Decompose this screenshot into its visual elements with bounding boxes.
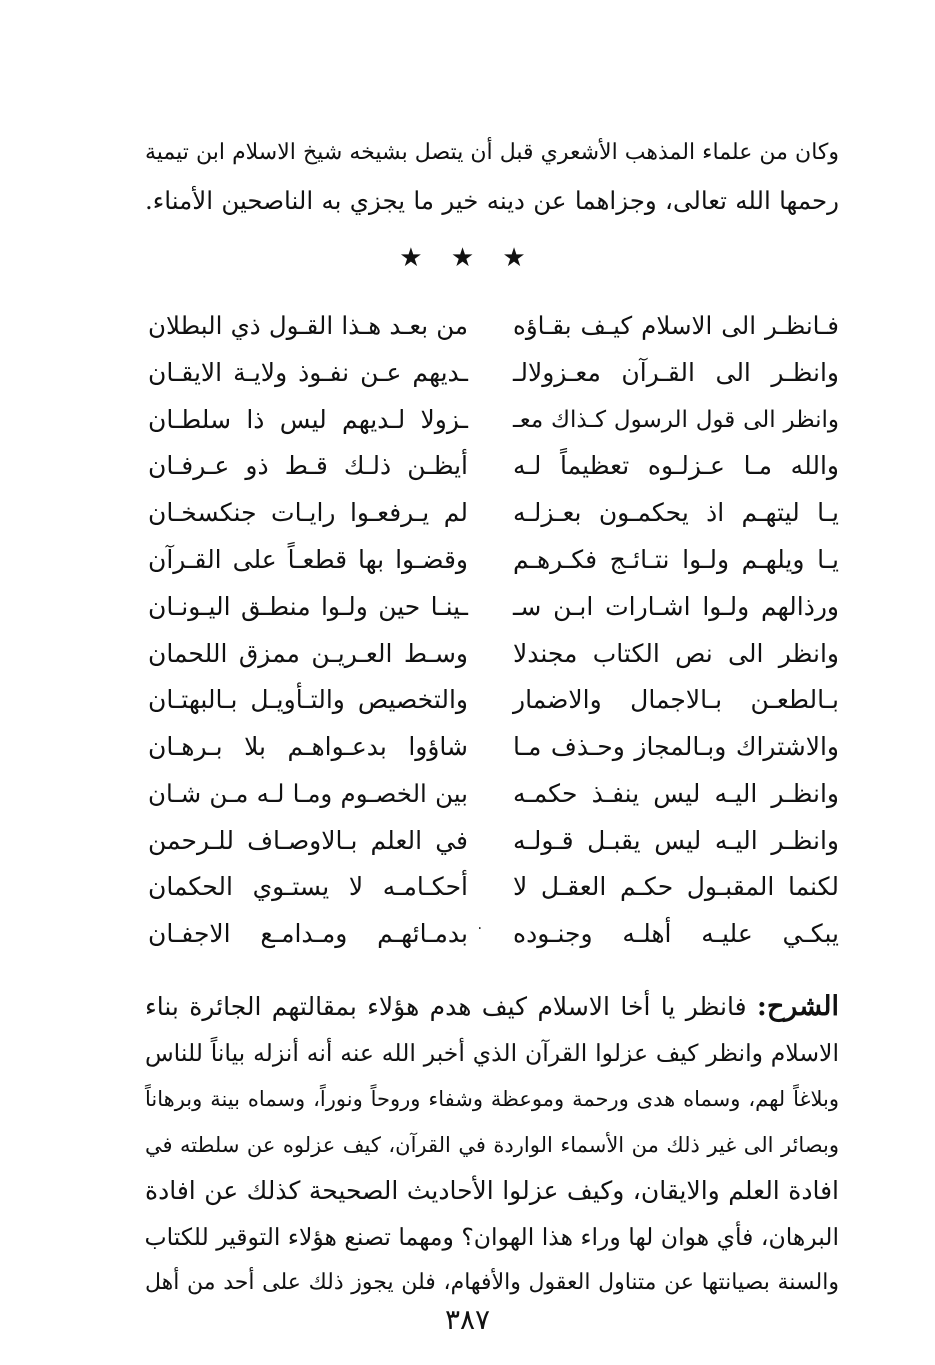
section-separator-stars: ★ ★ ★	[399, 243, 536, 273]
verse-12-second-hemistich: في العلم بـالاوصـاف للـرحمن	[148, 826, 468, 855]
verse-4-first-hemistich: والله مـا عـزلـوه تعظيماً لـه	[513, 451, 839, 480]
verse-3-second-hemistich: ـزولا لـديهم ليس ذا سلطـان	[148, 405, 468, 434]
verse-10-first-hemistich: والاشتراك وبـالمجاز وحـذف مـا	[513, 732, 839, 761]
commentary-line-7: والسنة بصيانتها عن متناول العقول والأفهام، فلن يجوز ذلك على أحد من أهل	[145, 1270, 839, 1295]
verse-14-second-hemistich: بدمـائهـم ومـدامـع الاجفـان	[148, 919, 468, 948]
intro-line-1: وكان من علماء المذهب الأشعري قبل أن يتصل بشيخه شيخ الاسلام ابن تيمية	[145, 140, 839, 165]
verse-9-first-hemistich: بـالطعـن بـالاجمال والاضمار	[513, 685, 839, 714]
verse-2-first-hemistich: وانظـر الى القـرآن معـزولالـ	[513, 358, 839, 387]
verse-12-first-hemistich: وانظـر اليـه ليس يقبـل قـولـه	[513, 826, 839, 855]
verse-2-second-hemistich: ـديهم عـن نفـوذ ولايـة الايقـان	[148, 358, 468, 387]
verse-4-second-hemistich: أيظـن ذلـك قـط ذو عـرفـان	[148, 451, 468, 480]
page-number: ٣٨٧	[444, 1303, 491, 1336]
verse-5-second-hemistich: لم يـرفعـوا رايـات جنكسخـان	[148, 498, 468, 527]
verse-13-second-hemistich: أحكـامـه لا يستـوي الحكمان	[148, 872, 468, 901]
poem-end-marker: ٠	[476, 920, 484, 936]
intro-line-2: رحمها الله تعالى، وجزاهما عن دينه خير ما يجزي به الناصحين الأمناء.	[145, 186, 839, 215]
verse-9-second-hemistich: والتخصيص والتـأويـل بـالبهتـان	[148, 685, 468, 714]
verse-6-second-hemistich: وقضـوا بها قطعـاً على القـرآن	[148, 545, 468, 574]
verse-7-first-hemistich: ورذالهم ولـوا اشـارات ابـن سـ	[513, 592, 839, 621]
verse-13-first-hemistich: لكنما المقبـول حكـم العقـل لا	[513, 872, 839, 901]
verse-6-first-hemistich: يـا ويلهـم ولـوا نتـائـج فكـرهـم	[513, 545, 839, 574]
verse-8-second-hemistich: وسـط العـريـن ممزق اللحمان	[148, 639, 468, 668]
commentary-label: الشرح:	[756, 991, 840, 1022]
commentary-line-1	[145, 987, 839, 1027]
verse-5-first-hemistich: يـا ليتهـم اذ يحكمـون بعـزلـه	[513, 498, 839, 527]
commentary-line-2: الاسلام وانظر كيف عزلوا القرآن الذي أخبر الله عنه أنه أنزله بياناً للناس	[145, 1039, 839, 1067]
commentary-first-line-text: فانظر يا أخا الاسلام كيف هدم هؤلاء بمقالتهم الجائرة بناء	[145, 992, 747, 1021]
commentary-line-4: وبصائر الى غير ذلك من الأسماء الواردة في القرآن، كيف عزلوه عن سلطته في	[145, 1133, 839, 1157]
commentary-line-5: افادة العلم والايقان، وكيف عزلوا الأحاديث الصحيحة كذلك عن افادة	[145, 1176, 839, 1205]
verse-11-second-hemistich: بين الخصـوم ومـا لـه مـن شـان	[148, 779, 468, 808]
verse-1-first-hemistich: فـانظـر الى الاسلام كيـف بقـاؤه	[513, 311, 839, 340]
commentary-line-6: البرهان، فأي هوان لها وراء هذا الهوان؟ ومهما تصنع هؤلاء التوقير للكتاب	[144, 1223, 839, 1251]
verse-10-second-hemistich: شاؤوا بدعـواهـم بلا بـرهـان	[148, 732, 468, 761]
verse-1-second-hemistich: من بعـد هـذا القـول ذي البطلان	[148, 311, 468, 340]
verse-14-first-hemistich: يبكـي عليـه أهلـه وجنـوده	[513, 919, 839, 948]
verse-7-second-hemistich: ـينـا حين ولـوا منطـق اليـونـان	[148, 592, 468, 621]
verse-11-first-hemistich: وانظـر اليـه ليس ينفـذ حكمـه	[513, 779, 839, 808]
verse-3-first-hemistich: وانظر الى قول الرسول كـذاك معـ	[513, 407, 839, 433]
verse-8-first-hemistich: وانظر الى نص الكتاب مجندلا	[513, 639, 839, 668]
commentary-line-3: وبلاغاً لهم، وسماه هدى ورحمة وموعظة وشفاء وروحاً ونوراً، وسماه بينة وبرهاناً	[145, 1087, 839, 1111]
